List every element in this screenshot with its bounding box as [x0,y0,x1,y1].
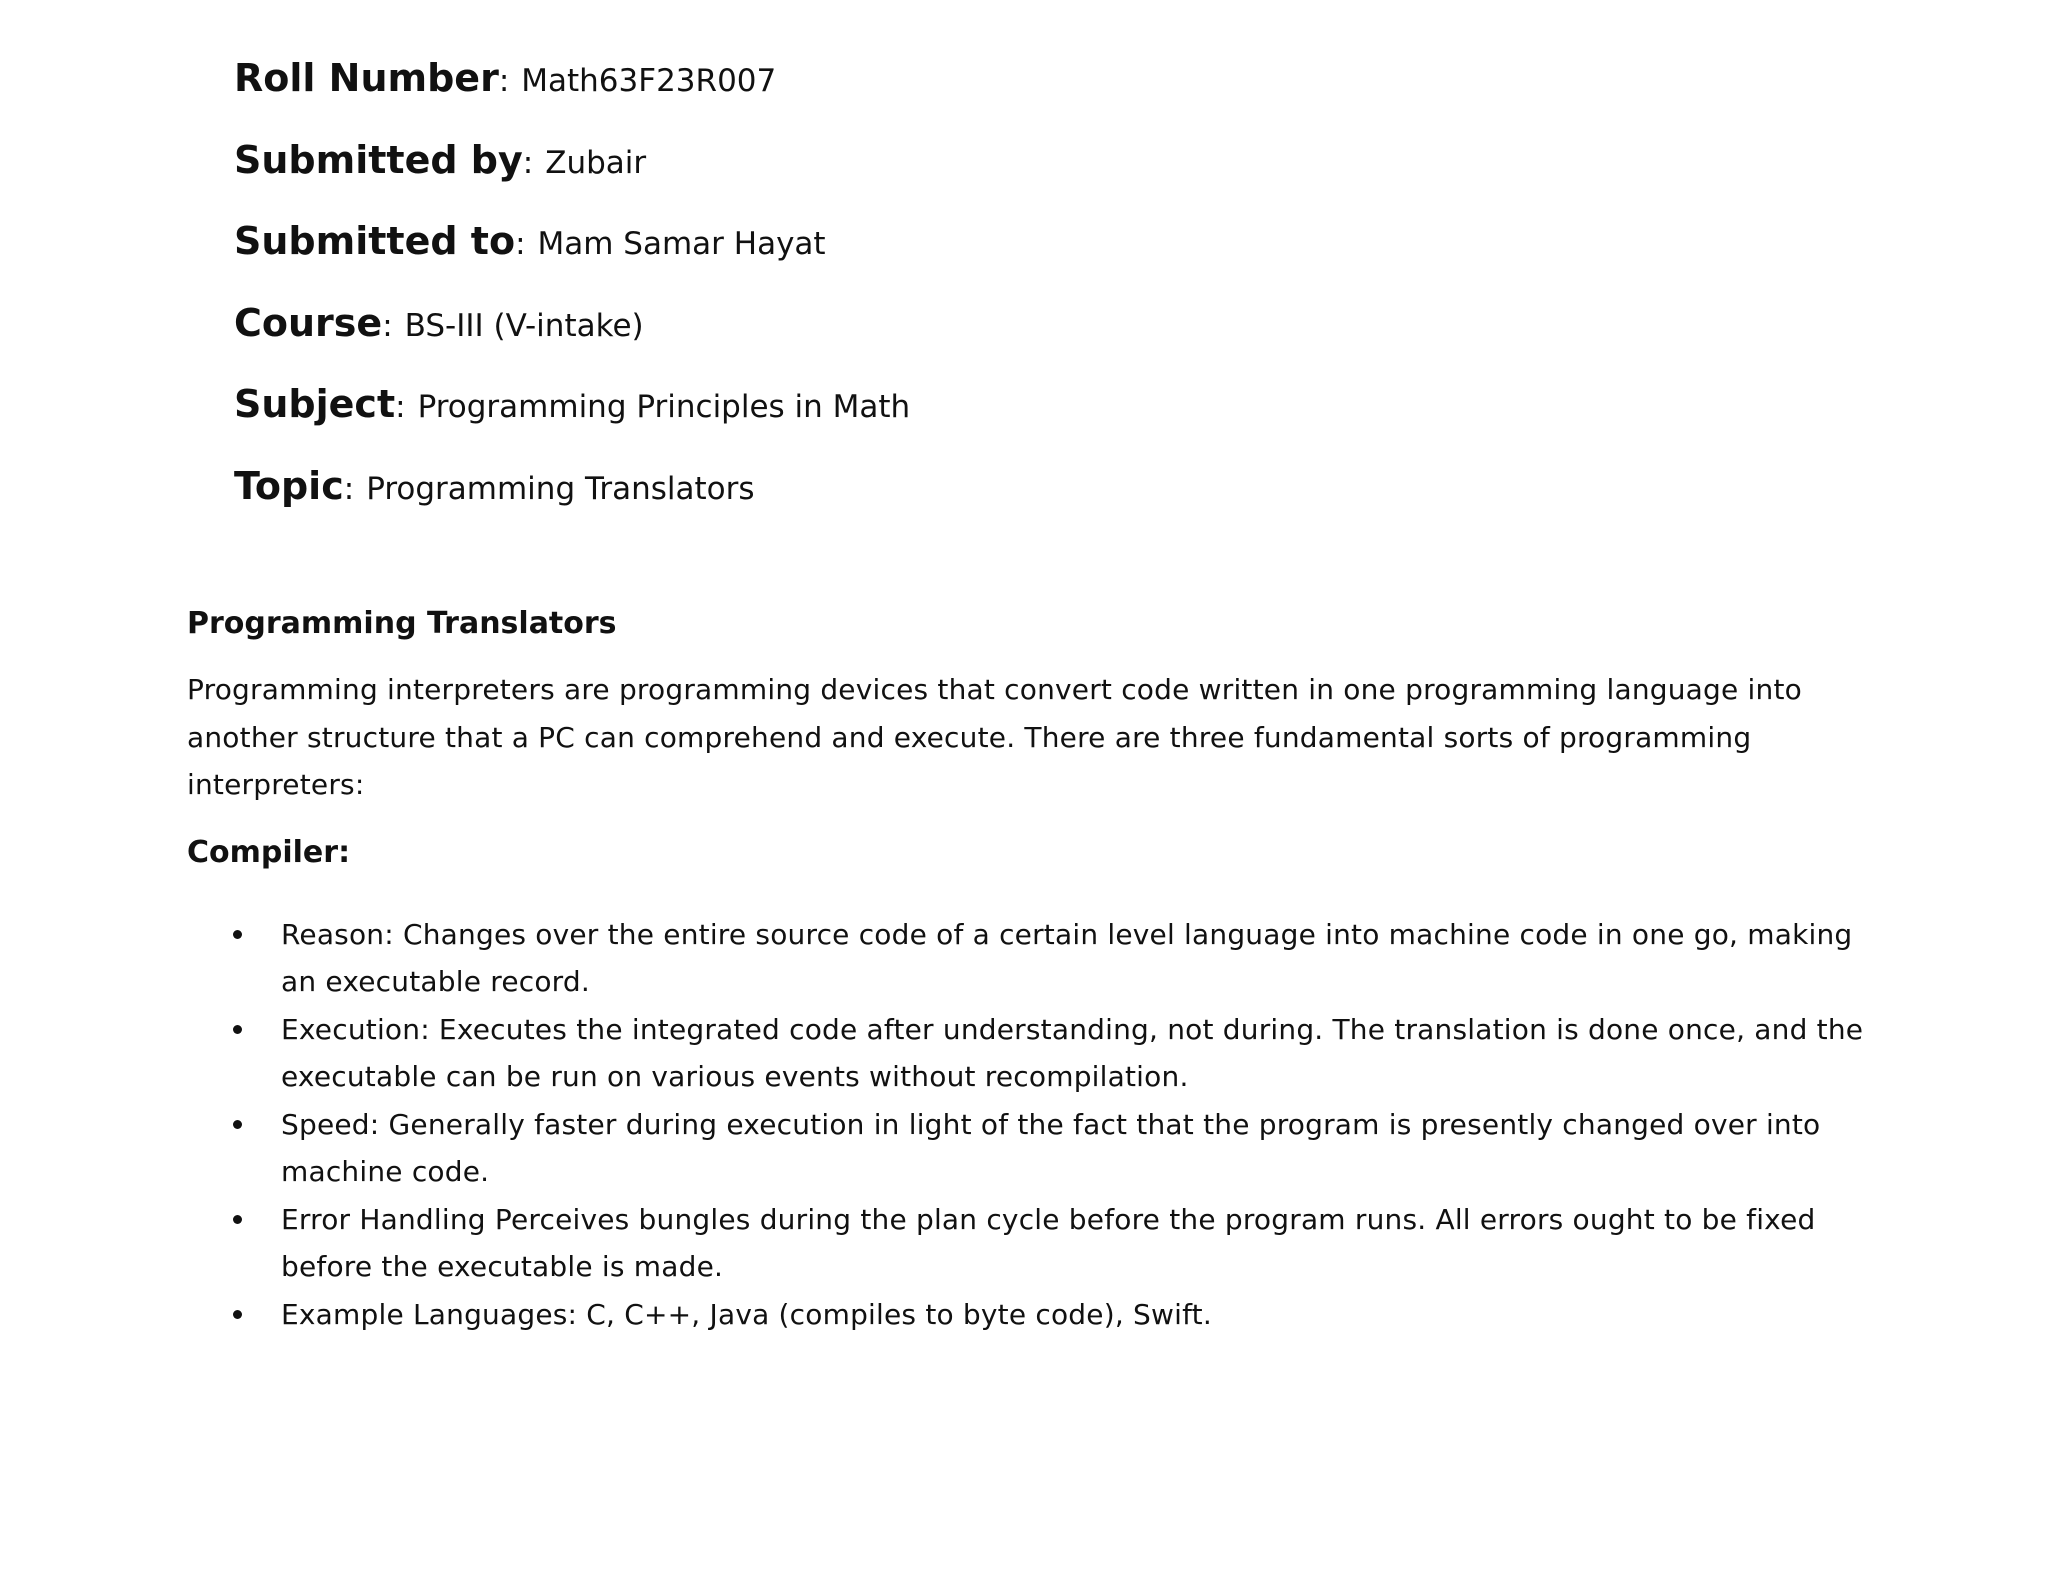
list-item [187,1101,1887,1196]
submitted-by-value: Zubair [545,144,647,181]
topic-row [234,464,910,546]
roll-number-colon: : [498,63,510,99]
list-item-text: Reason: Changes over the entire source code of a certain level language into machine code in one go, making an executable record. [281,917,1853,998]
bullet-icon [233,930,242,939]
topic-value: Programming Translators [366,470,755,507]
roll-number-value: Math63F23R007 [521,63,777,99]
submitted-to-colon: : [515,226,526,263]
list-item-text: Speed: Generally faster during execution in light of the fact that the program is presently changed over into machine code. [281,1107,1821,1188]
subject-colon: : [395,389,406,426]
bullet-icon [233,1310,242,1319]
roll-number-row [234,56,910,138]
list-item [187,1006,1887,1101]
list-item [187,1291,1887,1339]
topic-colon: : [343,470,355,507]
compiler-heading: Compiler: [187,834,351,870]
section-heading: Programming Translators [187,606,617,641]
submitted-to-label: Submitted to [234,219,516,264]
roll-number-label: Roll Number [234,56,499,100]
intro-paragraph: Programming interpreters are programming devices that convert code written in one programming language into another structure that a PC can comprehend and execute. There are three fundamental sorts of programming interpreters: [187,673,1802,801]
subject-label: Subject [234,382,396,427]
topic-label: Topic [234,463,344,508]
compiler-bullet-list [187,911,1887,1339]
submitted-by-colon: : [522,144,534,181]
list-item-text: Example Languages: C, C++, Java (compiles to byte code), Swift. [281,1297,1212,1331]
course-colon: : [382,307,393,344]
bullet-icon [233,1215,242,1224]
list-item-text: Error Handling Perceives bungles during the plan cycle before the program runs. All errors ought to be fixed before the executable is made. [281,1202,1816,1283]
course-row [234,301,910,383]
course-value: BS-III (V-intake) [404,307,644,344]
list-item [187,1196,1887,1291]
submitted-to-value: Mam Samar Hayat [537,226,826,263]
course-label: Course [234,300,383,345]
submitted-by-row [234,138,910,220]
subject-row [234,382,910,464]
submission-details [234,56,910,546]
submitted-by-label: Submitted by [234,137,523,182]
bullet-icon [233,1025,242,1034]
submitted-to-row [234,219,910,301]
bullet-icon [233,1120,242,1129]
subject-value: Programming Principles in Math [417,389,911,426]
document-body [187,600,1887,1338]
list-item-text: Execution: Executes the integrated code after understanding, not during. The translation is done once, and the executable can be run on various events without recompilation. [281,1012,1864,1093]
list-item [187,911,1887,1006]
